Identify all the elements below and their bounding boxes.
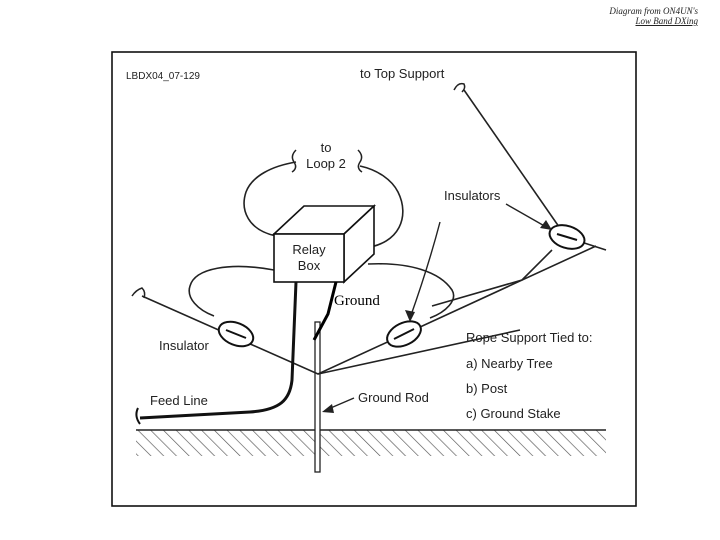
relay-box-label-line2: Box [297,258,321,273]
ground-surface [136,430,606,456]
credit-source-link: Low Band DXing [635,16,698,26]
rope-support-title: Rope Support Tied to: [466,330,593,345]
ground-rod-label: Ground Rod [358,390,429,405]
rope-option-b: b) Post [466,381,508,396]
feed-line-label: Feed Line [150,393,208,408]
ground-label: Ground [334,293,380,309]
top-support-label: to Top Support [360,66,445,81]
loop2-label-line1: to [320,140,332,155]
loop2-label-line2: Loop 2 [306,156,346,171]
ground-rod [315,322,320,472]
credit-line-1: Diagram from ON4UN's [609,6,698,16]
figure-id-label: LBDX04_07-129 [126,71,200,82]
relay-box-label-line1: Relay [292,242,326,257]
insulators-label: Insulators [444,188,501,203]
rope-option-c: c) Ground Stake [466,406,561,421]
rope-option-a: a) Nearby Tree [466,356,553,371]
insulator-label: Insulator [159,338,209,353]
